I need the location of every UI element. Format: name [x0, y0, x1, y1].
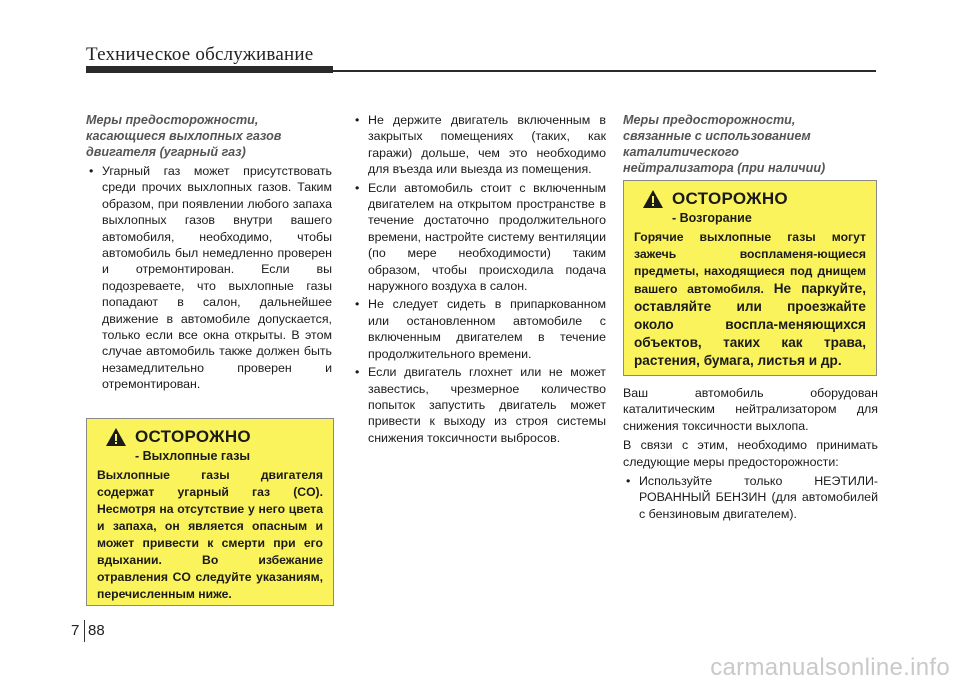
column-1: [86, 112, 332, 395]
warning-triangle-icon: [642, 189, 664, 209]
warning-box-exhaust: [86, 418, 334, 606]
page-header-title: Техническое обслуживание: [86, 44, 314, 65]
bullet-item: • Если двигатель глохнет или не может завестись, чрезмерное количество попыток запустить двигатель может привести к выходу из строя системы снижения токсичности выбросов.: [352, 364, 606, 446]
section-heading-catalyst: [623, 112, 878, 176]
heading-line: нейтрализатора (при наличии): [623, 161, 826, 175]
page-number: 88: [88, 622, 105, 639]
heading-line: каталитического: [623, 145, 739, 159]
header-rule-thick: [86, 66, 333, 73]
bullet-item: • Угарный газ может присутствовать среди прочих выхлопных газов. Таким образом, при появлении любого запаха выхлопных газов внутри вашего автомобиля, необходимо, чтобы автомобиль был немедленно проверен и отремонтирован. Если вы подозреваете, что выхлопные газы попадают в салон, дальнейшее движение в автомобиле допускается, только если все окна открыты. В этом случае автомобиль также должен быть незамедлительно проверен и отремонтирован.: [86, 163, 332, 393]
heading-line: касающиеся выхлопных газов: [86, 129, 282, 143]
warning-body-part2: Не паркуйте, оставляйте или проезжайте около воспла-меняющихся объектов, таких как трава, растения, бумага, листья и др.: [634, 281, 866, 368]
warning-box-fire: [623, 180, 877, 376]
warning-header: [634, 189, 866, 209]
warning-triangle-icon: [105, 427, 127, 447]
chapter-number: 7: [71, 622, 80, 639]
section-heading-exhaust: [86, 112, 332, 160]
warning-title: ОСТОРОЖНО: [135, 427, 251, 446]
warning-subtitle: - Возгорание: [672, 211, 752, 225]
header-rule-thin: [333, 70, 876, 72]
heading-line: связанные с использованием: [623, 129, 811, 143]
warning-subtitle: - Выхлопные газы: [135, 449, 251, 463]
paragraph: В связи с этим, необходимо принимать следующие меры предосторожности:: [623, 438, 878, 469]
warning-body-part1: Горячие выхлопные газы могут зажечь воспламеня-ющиеся предметы, находящиеся под днищем вашего автомобиля.: [634, 230, 866, 296]
footer-divider: [84, 620, 85, 642]
bullet-item: • Если автомобиль стоит с включенным двигателем на открытом пространстве в течение достаточно продолжительного времени, настройте систему вентиляции (по мере необходимости) таким образом, чтобы происходила подача наружного воздуха в салон.: [352, 180, 606, 295]
heading-line: Меры предосторожности,: [623, 113, 796, 127]
warning-title: ОСТОРОЖНО: [672, 189, 788, 208]
paragraph: Ваш автомобиль оборудован каталитическим нейтрализатором для снижения токсичности выхлопа.: [623, 386, 878, 433]
heading-line: Меры предосторожности,: [86, 113, 259, 127]
warning-body: Выхлопные газы двигателя содержат угарный газ (CO). Несмотря на отсутствие у него цвета и запаха, он является опасным и может привести к смерти при его вдыхании. Во избежание отравления CO следуйте указаниям, перечисленным ниже.: [97, 468, 323, 601]
column-3: [623, 112, 878, 179]
watermark: carmanualsonline.info: [710, 654, 950, 681]
column-3-lower: [623, 385, 878, 524]
column-2: [352, 112, 606, 448]
heading-line: двигателя (угарный газ): [86, 145, 246, 159]
bullet-item: • Не следует сидеть в припаркованном или остановленном автомобиле с включенным двигателем в течение продолжительного времени.: [352, 296, 606, 362]
bullet-item: • Не держите двигатель включенным в закрытых помещениях (таких, как гаражи) дольше, чем это необходимо для въезда или выезда из помещения.: [352, 112, 606, 178]
warning-header: [97, 427, 323, 447]
bullet-item: • Используйте только НЕЭТИЛИ-РОВАННЫЙ БЕНЗИН (для автомобилей с бензиновым двигателем).: [623, 473, 878, 522]
warning-body: [634, 229, 866, 370]
